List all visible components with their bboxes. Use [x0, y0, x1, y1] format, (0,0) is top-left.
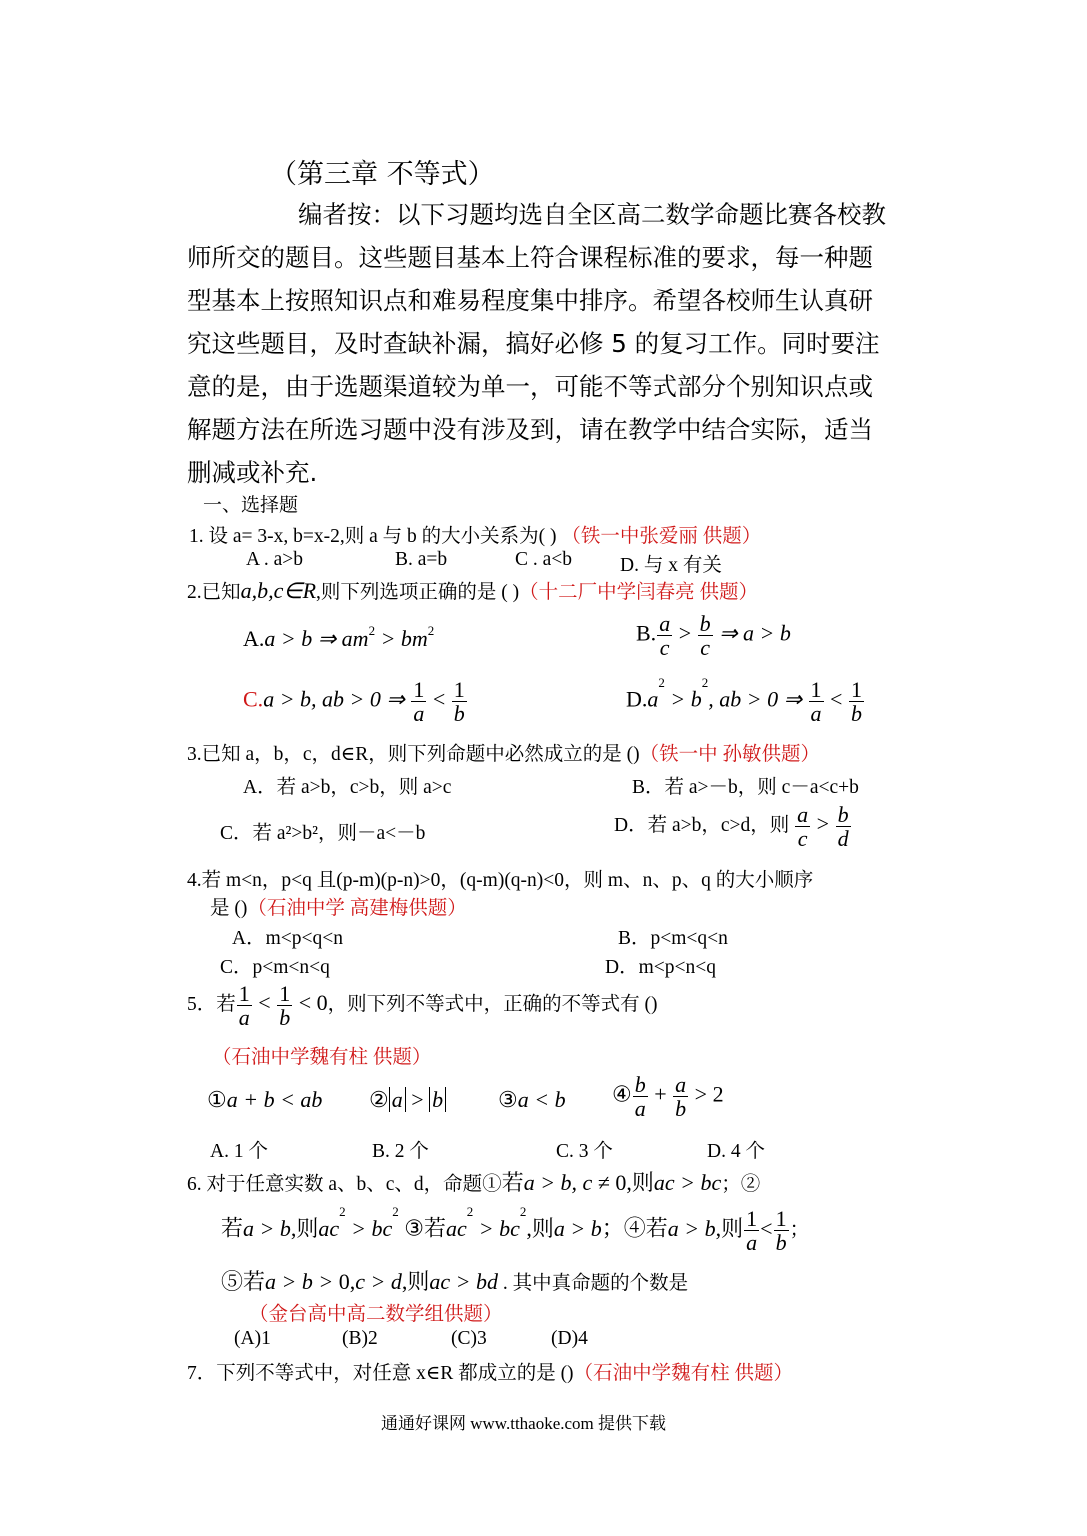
q5-item-3: ③a < b	[498, 1087, 566, 1112]
q1-option-b: B. a=b	[395, 549, 448, 570]
question-5: 5．若 $\frac{1}{a}$ < $\frac{1}{b}$ < 0，则下列不等式中，正确的不等式有 ()	[187, 981, 658, 1031]
q1-source: （铁一中张爱丽 供题）	[561, 526, 762, 547]
q4-source: （石油中学 高建梅供题）	[247, 898, 467, 919]
q6-option-d: (D)4	[551, 1328, 588, 1349]
q6-option-a: (A)1	[234, 1328, 271, 1349]
q3-option-b: B．若 a>－b，则 c－a<c+b	[632, 777, 859, 798]
q4-line2: 是 ()（石油中学 高建梅供题）	[210, 898, 467, 919]
q5-option-b: B. 2 个	[372, 1141, 429, 1162]
q4-option-c: C．p<m<n<q	[220, 957, 330, 978]
q5-option-c: C. 3 个	[556, 1141, 613, 1162]
page-footer: 通通好课网 www.tthaoke.com 提供下载	[381, 1414, 667, 1433]
q2-source: （十二厂中学闫春亮 供题）	[519, 582, 759, 603]
question-1	[189, 520, 761, 548]
note-line: 编者按：以下习题均选自全区高二数学命题比赛各校教	[298, 200, 886, 229]
q3-option-d: D．若 a>b，c>d，则 $\frac{a}{c}$ > $\frac{b}{d}$	[614, 802, 849, 852]
q5-item-2: ② a > b	[369, 1087, 446, 1113]
q1-option-d: D. 与 x 有关	[620, 555, 722, 576]
q3-source: （铁一中 孙敏供题）	[639, 744, 821, 765]
note-line: 师所交的题目。这些题目基本上符合课程标准的要求，每一种题	[187, 243, 873, 272]
q4-option-b: B．p<m<q<n	[618, 928, 728, 949]
q1-option-a: A . a>b	[246, 549, 304, 570]
section-heading: 一、选择题	[203, 495, 299, 516]
q5-item-1: ①a + b < ab	[207, 1087, 323, 1112]
q5-item-4: ④ $\frac{b}{a}$ + $\frac{a}{b}$ > 2	[612, 1072, 724, 1122]
q6-option-b: (B)2	[342, 1328, 378, 1349]
q3-option-c: C．若 a²>b²，则－a<－b	[220, 823, 426, 844]
note-line: 删减或补充.	[187, 458, 318, 487]
q2-option-c: C.a > b, ab > 0 ⇒ $\frac{1}{a}$ < $\frac{1}{b}$	[243, 677, 465, 727]
q6-line2: 若a > b,则$ac^2 > bc^2$ ③若$ac^2 > bc^2$,则a > b；④若a > b,则 $\frac{1}{a}$ < $\frac{1}{b}$ ；	[221, 1204, 810, 1256]
q4-line1: 4.若 m<n，p<q 且(p-m)(p-n)>0，(q-m)(q-n)<0，则 m、n、p、q 的大小顺序	[187, 870, 814, 891]
chapter-title: （第三章 不等式）	[270, 159, 495, 190]
q2-option-d: $D.a^2 > b^2$, ab > 0 ⇒ $\frac{1}{a}$ < $\frac{1}{b}$	[626, 675, 862, 727]
q6-option-c: (C)3	[451, 1328, 487, 1349]
q7-source: （石油中学魏有柱 供题）	[573, 1363, 793, 1384]
q6-source: （金台高中高二数学组供题）	[249, 1304, 503, 1325]
note-line: 究这些题目，及时查缺补漏，搞好必修 5 的复习工作。同时要注	[187, 329, 880, 358]
q1-option-c: C . a<b	[515, 549, 573, 570]
q6-line1: 6. 对于任意实数 a、b、c、d，命题①若a > b, c ≠ 0,则ac > bc；②	[187, 1170, 761, 1195]
q2-option-a: A.a > b ⇒ $am^2 > bm^2$	[243, 623, 435, 651]
q1-stem: 1. 设 a= 3-x, b=x-2,则 a 与 b 的大小关系为( )	[189, 526, 557, 547]
q5-source: （石油中学魏有柱 供题）	[212, 1047, 432, 1068]
q5-option-a: A. 1 个	[210, 1141, 268, 1162]
question-7: 7．下列不等式中，对任意 x∈R 都成立的是 ()（石油中学魏有柱 供题）	[187, 1363, 793, 1384]
note-line: 型基本上按照知识点和难易程度集中排序。希望各校师生认真研	[187, 286, 873, 315]
q3-option-a: A．若 a>b，c>b，则 a>c	[243, 777, 452, 798]
q2-option-b: B. $\frac{a}{c}$ > $\frac{b}{c}$ ⇒ a > b	[636, 611, 791, 661]
question-3: 3.已知 a，b，c，d∈R，则下列命题中必然成立的是 ()（铁一中 孙敏供题）	[187, 744, 821, 765]
q6-line3: ⑤若a > b > 0,c > d,则ac > bd . 其中真命题的个数是	[221, 1269, 689, 1294]
note-line: 意的是，由于选题渠道较为单一，可能不等式部分个别知识点或	[187, 372, 873, 401]
q4-option-a: A．m<p<q<n	[232, 928, 343, 949]
note-line: 解题方法在所选习题中没有涉及到，请在教学中结合实际，适当	[187, 415, 873, 444]
q4-option-d: D．m<p<n<q	[605, 957, 716, 978]
question-2: 2.已知a,b,c∈R,则下列选项正确的是 ( )（十二厂中学闫春亮 供题）	[187, 578, 759, 603]
q5-option-d: D. 4 个	[707, 1141, 765, 1162]
